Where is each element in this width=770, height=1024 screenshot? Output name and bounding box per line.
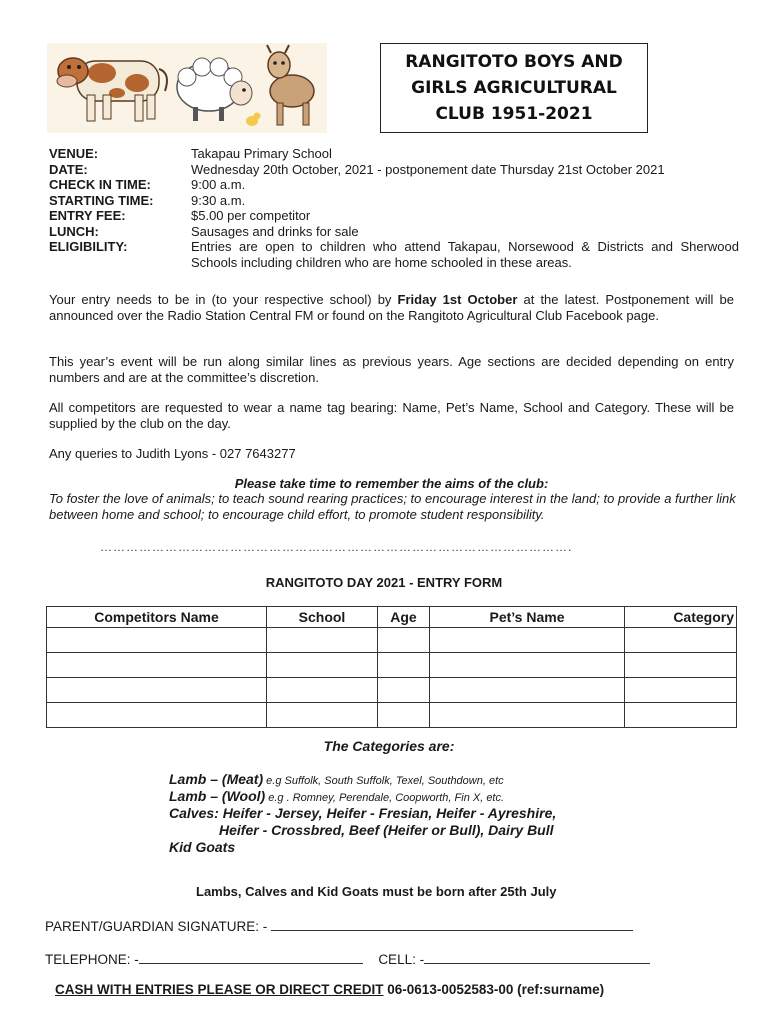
school-cell[interactable] <box>267 628 378 653</box>
signature-field[interactable] <box>271 918 633 931</box>
chick-icon <box>246 113 261 127</box>
club-title-box <box>380 43 648 133</box>
column-header-pet-name: Pet’s Name <box>430 607 625 628</box>
info-value: Wednesday 20th October, 2021 - postponement date Thursday 21st October 2021 <box>191 161 665 177</box>
info-row-fee <box>49 208 739 224</box>
category-label: Lamb – (Meat) <box>169 771 264 787</box>
info-value: 9:00 a.m. <box>191 177 246 192</box>
info-label: ELIGIBILITY: <box>49 239 128 254</box>
category-kid-goats: Kid Goats <box>169 839 236 855</box>
age-cell[interactable] <box>378 628 430 653</box>
info-label: CHECK IN TIME: <box>49 177 151 192</box>
category-examples: e.g Suffolk, South Suffolk, Texel, Southdown, etc <box>263 775 504 787</box>
text-span: at the latest. Postponement will be announced over the Radio Station Central FM or found on the Rangitoto Agricultural Club Facebook page. <box>49 292 734 323</box>
goat-icon <box>267 45 314 125</box>
queries-paragraph: Any queries to Judith Lyons - 027 7643277 <box>49 446 296 461</box>
category-cell[interactable] <box>625 678 737 703</box>
name-tag-paragraph: All competitors are requested to wear a name tag bearing: Name, Pet’s Name, School and Category. These will be supplied by the club on the day. <box>49 400 734 431</box>
cow-icon <box>57 58 167 121</box>
signature-row <box>45 918 633 934</box>
info-label: DATE: <box>49 161 88 177</box>
category-calves-continued: Heifer - Crossbred, Beef (Heifer or Bull), Dairy Bull <box>219 822 554 838</box>
table-row <box>47 703 737 728</box>
info-row-venue <box>49 146 739 162</box>
pet-name-cell[interactable] <box>430 628 625 653</box>
payment-instructions: CASH WITH ENTRIES PLEASE OR DIRECT CREDIT <box>55 982 384 997</box>
category-cell[interactable] <box>625 653 737 678</box>
category-cell[interactable] <box>625 628 737 653</box>
sheep-icon <box>177 58 252 121</box>
info-value: Takapau Primary School <box>191 146 332 161</box>
bank-account-number: 06-0613-0052583-00 (ref:surname) <box>387 982 605 997</box>
entry-deadline-paragraph <box>49 292 734 323</box>
info-value: Sausages and drinks for sale <box>191 223 359 239</box>
telephone-label: TELEPHONE: - <box>45 952 139 967</box>
column-header-category: Category <box>625 607 737 628</box>
entry-form-table <box>46 606 737 728</box>
category-cell[interactable] <box>625 703 737 728</box>
school-cell[interactable] <box>267 703 378 728</box>
school-cell[interactable] <box>267 678 378 703</box>
pet-name-cell[interactable] <box>430 653 625 678</box>
table-row <box>47 653 737 678</box>
column-header-competitor: Competitors Name <box>47 607 267 628</box>
cell-label: CELL: - <box>378 952 425 967</box>
info-row-eligibility <box>49 239 739 270</box>
info-value: 9:30 a.m. <box>191 192 246 208</box>
column-header-school: School <box>267 607 378 628</box>
info-row-check-in <box>49 177 739 193</box>
competitor-name-cell[interactable] <box>47 653 267 678</box>
info-value: $5.00 per competitor <box>191 208 311 223</box>
age-cell[interactable] <box>378 703 430 728</box>
title-line-1: RANGITOTO BOYS AND <box>405 52 623 72</box>
info-row-lunch <box>49 224 739 240</box>
text-span: Your entry needs to be in (to your respective school) by <box>49 292 398 307</box>
category-examples: e.g . Romney, Perendale, Coopworth, Fin X, etc. <box>265 792 505 804</box>
categories-heading: The Categories are: <box>323 738 455 754</box>
separator-dots: ………………………………………………………………………………………………. <box>100 540 573 554</box>
info-label: STARTING TIME: <box>49 192 154 208</box>
signature-label: PARENT/GUARDIAN SIGNATURE: - <box>45 919 268 934</box>
info-value: Entries are open to children who attend Takapau, Norsewood & Districts and Sherwood Schools including children who are home schooled in these areas. <box>191 239 739 270</box>
category-calves: Calves: Heifer - Jersey, Heifer - Fresian, Heifer - Ayreshire, <box>169 805 557 821</box>
info-label: VENUE: <box>49 146 99 161</box>
event-info <box>49 146 739 270</box>
deadline-date: Friday 1st October <box>397 292 518 307</box>
cell-field[interactable] <box>424 951 650 964</box>
telephone-row <box>45 951 650 967</box>
event-format-paragraph: This year’s event will be run along similar lines as previous years. Age sections are decided depending on entry numbers and are at the committee’s discretion. <box>49 354 734 385</box>
pet-name-cell[interactable] <box>430 678 625 703</box>
age-cell[interactable] <box>378 653 430 678</box>
age-cell[interactable] <box>378 678 430 703</box>
info-row-start <box>49 193 739 209</box>
table-row <box>47 678 737 703</box>
info-row-date <box>49 162 739 178</box>
aims-text: To foster the love of animals; to teach sound rearing practices; to encourage interest in the land; to provide a further link between home and school; to encourage child effort, to promote student responsibility. <box>49 491 736 522</box>
farm-animals-svg <box>47 43 327 133</box>
title-line-3: CLUB 1951-2021 <box>435 104 593 124</box>
competitor-name-cell[interactable] <box>47 678 267 703</box>
competitor-name-cell[interactable] <box>47 628 267 653</box>
entry-form-title: RANGITOTO DAY 2021 - ENTRY FORM <box>265 575 503 590</box>
payment-row <box>55 982 604 997</box>
column-header-age: Age <box>378 607 430 628</box>
farm-animals-illustration <box>47 43 327 133</box>
info-label: LUNCH: <box>49 223 99 239</box>
title-line-2: GIRLS AGRICULTURAL <box>411 78 617 98</box>
competitor-name-cell[interactable] <box>47 703 267 728</box>
table-header-row <box>47 607 737 628</box>
info-label: ENTRY FEE: <box>49 208 126 223</box>
pet-name-cell[interactable] <box>430 703 625 728</box>
table-row <box>47 628 737 653</box>
telephone-field[interactable] <box>139 951 363 964</box>
category-label: Lamb – (Wool) <box>169 788 266 804</box>
birth-date-rule: Lambs, Calves and Kid Goats must be born after 25th July <box>196 884 557 899</box>
aims-heading: Please take time to remember the aims of the club: <box>234 476 549 491</box>
school-cell[interactable] <box>267 653 378 678</box>
